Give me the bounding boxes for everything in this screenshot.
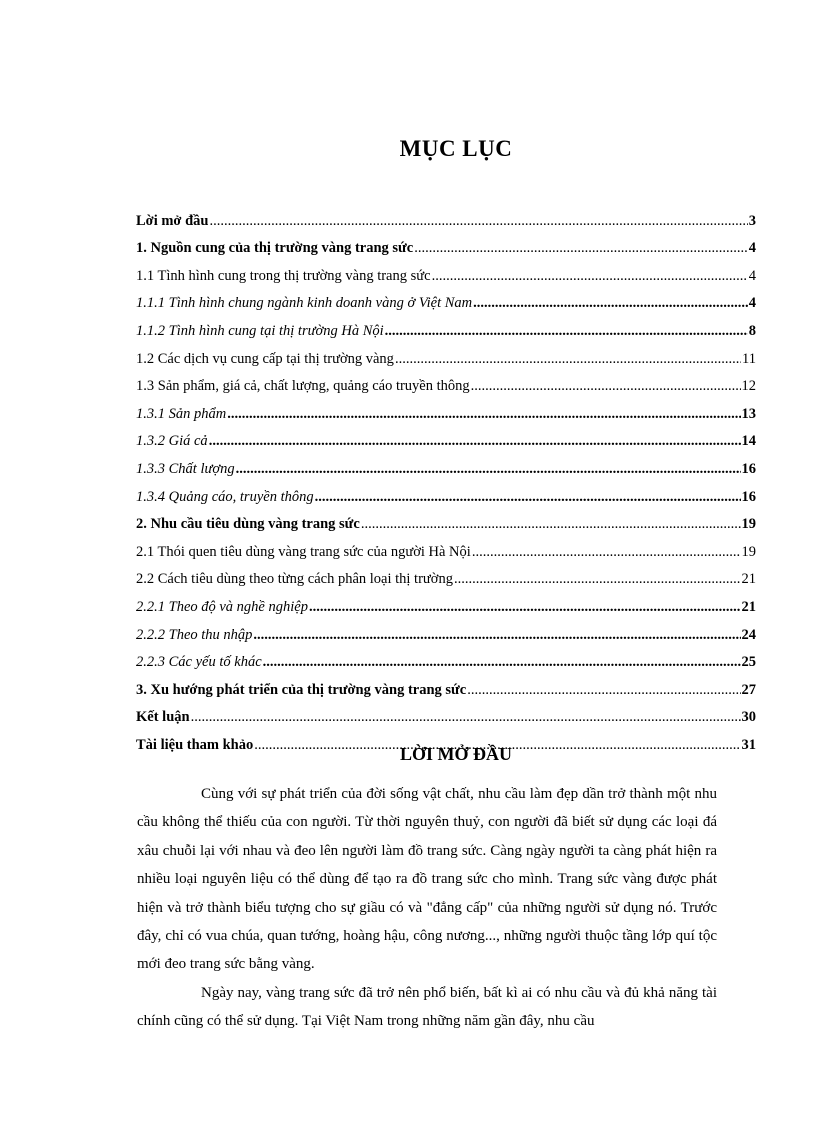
toc-dot-leader: [263, 653, 741, 671]
toc-entry[interactable]: [136, 285, 756, 313]
toc-dot-leader: [395, 350, 741, 368]
toc-title: MỤC LỤC: [399, 136, 513, 161]
toc-entry-page-number: 24: [741, 626, 756, 643]
toc-entry-page-number: 19: [741, 516, 756, 533]
toc-dot-leader: [209, 212, 747, 230]
toc-entry[interactable]: [136, 202, 756, 230]
toc-entry-text: Kết luận: [136, 709, 190, 726]
toc-dot-leader: [473, 294, 748, 312]
toc-entry[interactable]: [136, 478, 756, 506]
toc-entry[interactable]: [136, 368, 756, 396]
toc-entry-text: 1. Nguồn cung của thị trường vàng trang sức: [136, 240, 414, 257]
toc-entry[interactable]: [136, 588, 756, 616]
toc-dot-leader: [454, 570, 741, 588]
toc-entry-page-number: 16: [741, 460, 756, 477]
toc-entry[interactable]: [136, 644, 756, 672]
toc-entry-text: 2.2.1 Theo độ và nghề nghiệp: [136, 598, 308, 615]
toc-dot-leader: [432, 267, 748, 285]
toc-entry-page-number: 3: [748, 212, 756, 229]
toc-entry-text: 3. Xu hướng phát triển của thị trường vàng trang sức: [136, 681, 467, 698]
toc-entry-page-number: 21: [741, 598, 756, 615]
toc-entry-page-number: 16: [741, 488, 756, 505]
toc-dot-leader: [471, 377, 741, 395]
toc-list: [136, 202, 756, 754]
toc-dot-leader: [309, 598, 741, 616]
toc-dot-leader: [361, 515, 741, 533]
toc-entry-text: 1.3.3 Chất lượng: [136, 460, 235, 477]
toc-entry-text: 2.1 Thói quen tiêu dùng vàng trang sức của người Hà Nội: [136, 543, 471, 560]
toc-entry-text: 2.2.3 Các yếu tố khác: [136, 654, 262, 671]
toc-entry-text: 2.2.2 Theo thu nhập: [136, 626, 253, 643]
toc-entry-text: 2. Nhu cầu tiêu dùng vàng trang sức: [136, 516, 360, 533]
toc-dot-leader: [209, 432, 741, 450]
toc-entry-page-number: 31: [741, 736, 756, 753]
toc-entry-page-number: 13: [741, 405, 756, 422]
toc-entry-text: 1.3.4 Quảng cáo, truyền thông: [136, 488, 314, 505]
toc-entry-page-number: 4: [748, 240, 756, 257]
toc-entry[interactable]: [136, 230, 756, 258]
toc-entry-text: 1.2 Các dịch vụ cung cấp tại thị trường vàng: [136, 350, 394, 367]
toc-entry[interactable]: [136, 506, 756, 534]
toc-entry[interactable]: [136, 450, 756, 478]
toc-entry-text: 1.1.1 Tình hình chung ngành kinh doanh vàng ở Việt Nam: [136, 295, 473, 312]
toc-entry-page-number: 4: [748, 295, 756, 312]
intro-body: [137, 780, 717, 1036]
toc-entry-text: Tài liệu tham khảo: [136, 736, 254, 753]
toc-dot-leader: [467, 681, 740, 699]
toc-dot-leader: [227, 405, 740, 423]
toc-entry-page-number: 12: [741, 378, 756, 395]
toc-dot-leader: [191, 708, 741, 726]
toc-entry-page-number: 14: [741, 433, 756, 450]
toc-dot-leader: [236, 460, 741, 478]
toc-entry[interactable]: [136, 533, 756, 561]
toc-dot-leader: [253, 626, 740, 644]
toc-entry-page-number: 21: [741, 571, 756, 588]
toc-entry[interactable]: [136, 616, 756, 644]
toc-dot-leader: [385, 322, 748, 340]
toc-dot-leader: [315, 488, 741, 506]
toc-entry-text: 1.1.2 Tình hình cung tại thị trường Hà Nội: [136, 322, 384, 339]
toc-entry-text: Lời mở đầu: [136, 212, 209, 229]
toc-entry-text: 1.1 Tình hình cung trong thị trường vàng trang sức: [136, 267, 431, 284]
toc-entry-page-number: 8: [748, 322, 756, 339]
toc-dot-leader: [472, 543, 741, 561]
toc-entry[interactable]: [136, 312, 756, 340]
toc-entry[interactable]: [136, 395, 756, 423]
toc-entry-page-number: 4: [748, 267, 756, 284]
toc-entry-text: 2.2 Cách tiêu dùng theo từng cách phân loại thị trường: [136, 571, 453, 588]
toc-entry-page-number: 25: [741, 654, 756, 671]
toc-entry[interactable]: [136, 671, 756, 699]
toc-entry[interactable]: [136, 561, 756, 589]
toc-entry[interactable]: [136, 257, 756, 285]
intro-title: LỜI MỞ ĐẦU: [400, 744, 512, 764]
toc-dot-leader: [414, 239, 748, 257]
toc-entry-page-number: 11: [742, 350, 756, 367]
toc-entry-text: 1.3.2 Giá cả: [136, 433, 208, 450]
toc-entry-text: 1.3.1 Sản phẩm: [136, 405, 227, 422]
intro-paragraph: Ngày nay, vàng trang sức đã trở nên phổ biến, bất kì ai có nhu cầu và đủ khả năng tài chính cũng có thể sử dụng. Tại Việt Nam trong những năm gần đây, nhu cầu: [137, 984, 717, 1030]
toc-entry-page-number: 30: [741, 709, 756, 726]
toc-entry[interactable]: [136, 699, 756, 727]
toc-entry-text: 1.3 Sản phẩm, giá cả, chất lượng, quảng cáo truyền thông: [136, 378, 470, 395]
intro-paragraph: Cùng với sự phát triển của đời sống vật chất, nhu cầu làm đẹp dần trở thành một nhu cầu không thể thiếu của con người. Từ thời nguyên thuỷ, con người đã biết sử dụng các loại đá xâu chuỗi lại với nhau và đeo lên người làm đồ trang sức. Càng ngày người ta càng phát hiện ra nhiều loại nguyên liệu có thể dùng để tạo ra đồ trang sức cho mình. Trang sức vàng được phát hiện và trở thành biểu tượng cho sự giầu có và "đẳng cấp" của những người sử dụng nó. Trước đây, chỉ có vua chúa, quan tướng, hoàng hậu, công nương..., những người thuộc tầng lớp quí tộc mới đeo trang sức bằng vàng.: [137, 786, 717, 973]
toc-entry-page-number: 19: [741, 543, 756, 560]
toc-entry[interactable]: [136, 340, 756, 368]
toc-entry[interactable]: [136, 423, 756, 451]
toc-entry-page-number: 27: [741, 681, 756, 698]
